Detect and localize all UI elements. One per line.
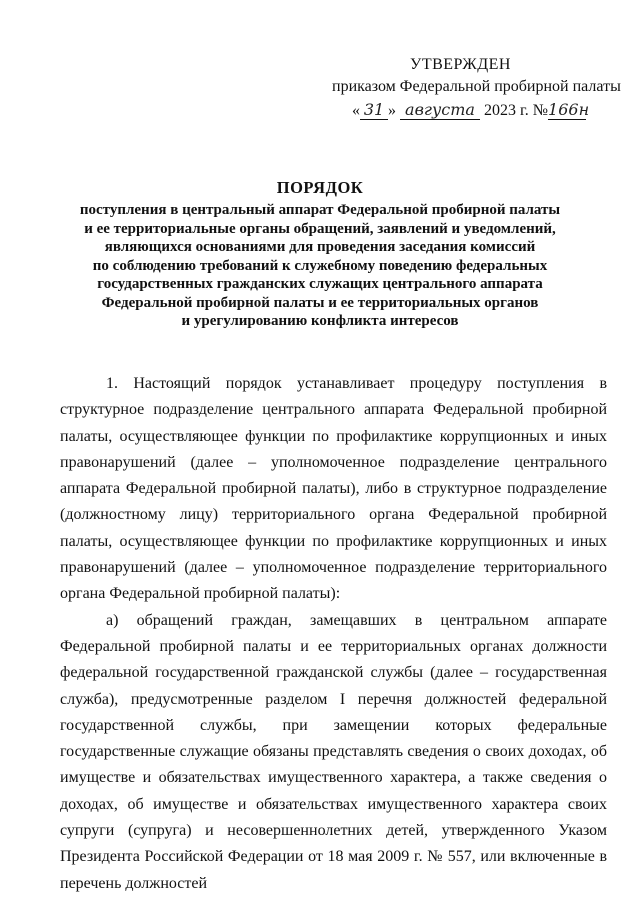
date-year: 2023 г. №: [484, 102, 549, 119]
document-subtitle: [60, 201, 580, 331]
document-body: [60, 371, 607, 897]
subtitle-line: Федеральной пробирной палаты и ее территориальных органов: [101, 294, 539, 311]
approval-title: УТВЕРЖДЕН: [410, 56, 511, 73]
subtitle-line: по соблюдению требований к служебному поведению федеральных: [92, 257, 548, 274]
date-day-handwritten: 31: [360, 100, 388, 120]
approval-order-line: приказом Федеральной пробирной палаты: [332, 78, 621, 95]
paragraph-2: а) обращений граждан, замещавших в центральном аппарате Федеральной пробирной палаты и ее территориальных органах должности федеральной государственной гражданской службы (далее – государственная служба), предусмотренные разделом I перечня должностей федеральной государственной службы, при замещении которых федеральные государственные служащие обязаны представлять сведения о своих доходах, об имуществе и обязательствах имущественного характера, а также сведения о доходах, об имуществе и обязательствах имущественного характера своих супруги (супруга) и несовершеннолетних детей, утвержденного Указом Президента Российской Федерации от 18 мая 2009 г. № 557, или включенные в перечень должностей: [60, 611, 607, 892]
order-number-handwritten: 166н: [548, 100, 590, 119]
date-month-handwritten: августа: [400, 100, 480, 120]
document-title: ПОРЯДОК: [276, 178, 364, 197]
date-open-quote: «: [352, 102, 360, 119]
approval-date-line: [352, 100, 590, 120]
subtitle-line: государственных гражданских служащих центрального аппарата: [97, 276, 543, 292]
subtitle-line: являющихся основаниями для проведения заседания комиссий: [104, 239, 536, 255]
subtitle-line: и урегулированию конфликта интересов: [181, 313, 459, 329]
subtitle-line: поступления в центральный аппарат Федеральной пробирной палаты: [79, 202, 561, 218]
paragraph-1: 1. Настоящий порядок устанавливает процедуру поступления в структурное подразделение центрального аппарата Федеральной пробирной палаты, осуществляющее функции по профилактике коррупционных и иных правонарушений (далее – уполномоченное подразделение центрального аппарата Федеральной пробирной палаты), либо в структурное подразделение (должностному лицу) территориального органа Федеральной пробирной палаты, осуществляющее функции по профилактике коррупционных и иных правонарушений (далее – уполномоченное подразделение территориального органа Федеральной пробирной палаты):: [60, 375, 607, 603]
subtitle-line: и ее территориальные органы обращений, заявлений и уведомлений,: [84, 220, 556, 237]
date-close-quote: »: [388, 102, 396, 119]
